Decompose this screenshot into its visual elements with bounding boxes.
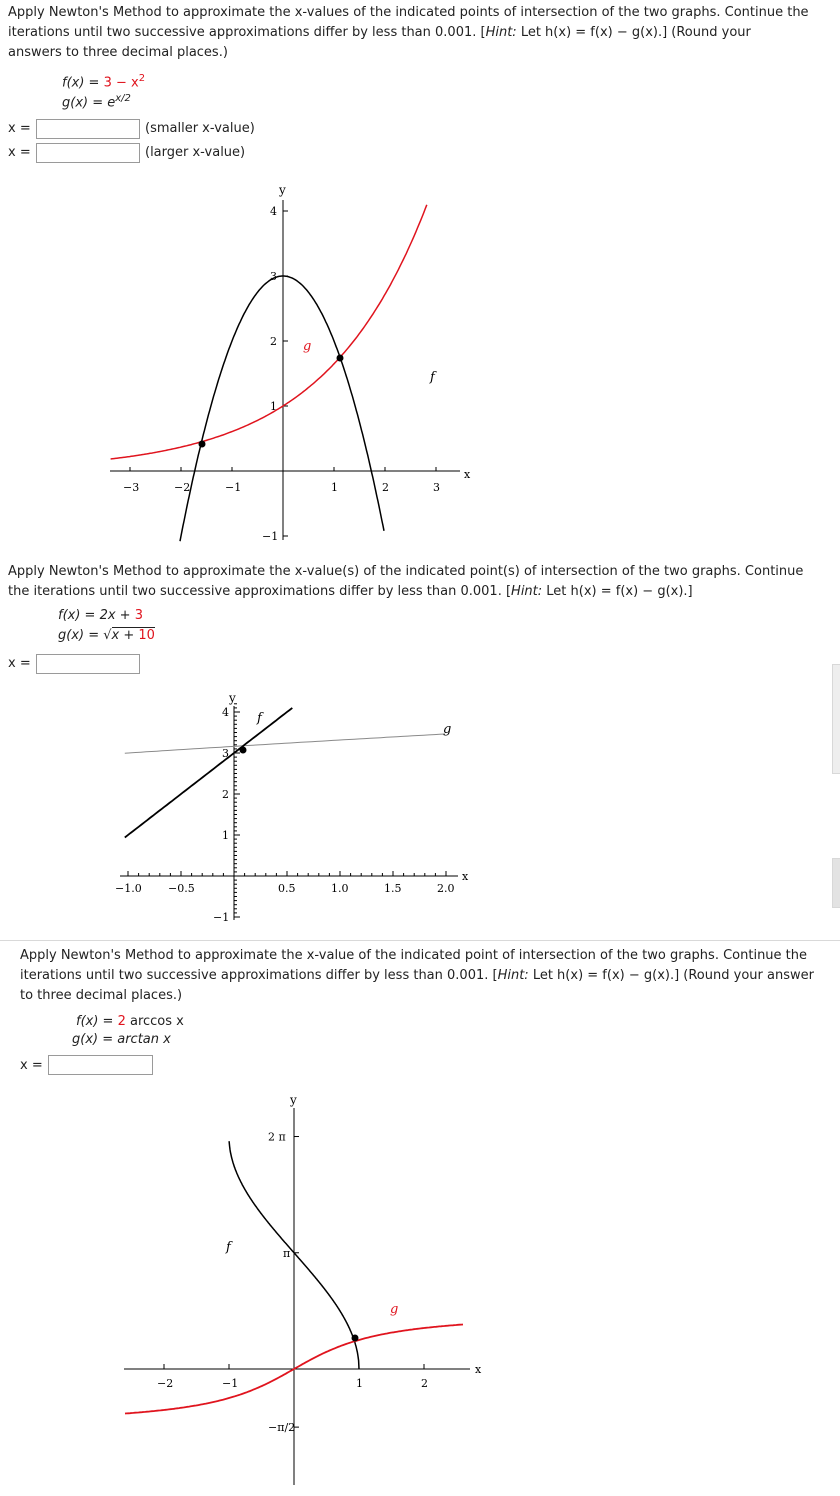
chart1-xtick-label: −3: [123, 481, 140, 494]
p3-f-def: [76, 1012, 184, 1032]
p1-line2a: iterations until two successive approximations differ by less than 0.001. [: [8, 25, 486, 40]
chart1-series-f: [180, 276, 384, 541]
p2-g-lhs: g(x) =: [58, 628, 104, 643]
p3-x-label: x =: [20, 1058, 43, 1073]
p2-instructions: [8, 562, 803, 602]
p2-g-red: 10: [138, 628, 155, 643]
chart3-ytick-label: 2 π: [268, 1130, 286, 1144]
chart3-axes: [124, 1093, 482, 1485]
p2-line2b: Let h(x) = f(x) − g(x).]: [542, 584, 693, 599]
chart3: [124, 1093, 482, 1485]
chart2-label-f: f: [257, 711, 262, 726]
p1-f-lhs: f(x) =: [62, 75, 104, 91]
p2-f-def: [58, 606, 143, 626]
chart1-ytick-label: 2: [270, 335, 277, 348]
chart1-x-label: x: [464, 468, 471, 481]
chart1-ytick-label: 4: [270, 205, 277, 218]
p1-g-sup: x/2: [115, 93, 131, 104]
p2-line2a: the iterations until two successive approximations differ by less than 0.001. [: [8, 584, 512, 599]
p2-f-lhs: f(x) = 2x +: [58, 608, 135, 623]
p3-line1: Apply Newton's Method to approximate the x-value of the indicated point of intersection of the two graphs. Continue the: [20, 948, 808, 963]
chart2-xtick-label: −1.0: [115, 882, 142, 895]
p2-g-radicand: [112, 627, 155, 643]
chart1-xtick-label: 1: [331, 481, 338, 494]
chart2-xtick-label: 1.5: [384, 882, 402, 895]
chart2-ytick-label: 2: [222, 788, 229, 801]
chart3-xtick-label: −1: [222, 1377, 239, 1390]
p1-f-rhs: 3 − x: [103, 75, 139, 91]
chart1-label-f: f: [430, 370, 435, 385]
chart3-xtick-label: 1: [356, 1377, 363, 1390]
chart3-ytick-label: π: [283, 1246, 291, 1260]
chart3-point: [352, 1335, 359, 1342]
p1-smaller-note: (smaller x-value): [145, 121, 255, 136]
p1-line2b: Let h(x) = f(x) − g(x).] (Round your: [516, 25, 751, 40]
chart3-label-g: g: [390, 1302, 399, 1317]
chart1-point-right: [337, 355, 344, 362]
p1-larger-note: (larger x-value): [145, 145, 246, 160]
chart2-ytick-label: 4: [222, 706, 229, 719]
p2-g-root: x +: [111, 628, 139, 643]
chart3-xtick-label: −2: [157, 1377, 174, 1390]
chart1-label-g: g: [303, 339, 312, 354]
chart3-ticks: [157, 1131, 428, 1435]
p2-x-input[interactable]: [36, 654, 140, 674]
chart2-xtick-label: 1.0: [331, 882, 349, 895]
chart2-xtick-label: 2.0: [437, 882, 455, 895]
p1-x-label-2: x =: [8, 145, 31, 160]
chart1-ytick-label: 3: [270, 270, 277, 283]
chart2-ytick-label: 3: [222, 747, 229, 760]
p3-line3: to three decimal places.): [20, 988, 183, 1003]
p3-g-def: g(x) = arctan x: [72, 1032, 171, 1047]
chart3-x-label: x: [475, 1363, 482, 1376]
chart3-xtick-label: 2: [421, 1377, 428, 1390]
chart1: [110, 183, 471, 543]
p1-g-lhs: g(x) = e: [62, 95, 116, 111]
chart1-series-g: [111, 205, 427, 459]
chart1-xtick-label: 3: [433, 481, 440, 494]
p3-line2: [20, 966, 814, 986]
sqrt-icon: √: [103, 628, 112, 643]
p2-hint: Hint:: [511, 584, 543, 599]
p2-line2: [8, 582, 803, 602]
chart2-xtick-label: 0.5: [278, 882, 296, 895]
chart3-label-f: f: [226, 1240, 231, 1255]
p1-hint: Hint:: [485, 25, 517, 40]
chart1-ytick-label: −1: [262, 530, 279, 543]
p3-line2a: iterations until two successive approximations differ by less than 0.001. [: [20, 968, 498, 983]
chart1-axes: [110, 183, 471, 543]
p3-line2b: Let h(x) = f(x) − g(x).] (Round your answer: [528, 968, 814, 983]
p1-line1: Apply Newton's Method to approximate the x-values of the indicated points of intersection of the two graphs. Continue the: [8, 5, 809, 20]
chart1-xtick-label: −1: [225, 481, 242, 494]
p2-f-red: 3: [134, 608, 143, 623]
p3-instructions: [20, 946, 814, 1006]
chart1-xtick-label: 2: [382, 481, 389, 494]
p3-f-rest: arccos x: [125, 1014, 184, 1029]
chart2-xtick-label: −0.5: [168, 882, 195, 895]
chart2-ytick-label: −1: [213, 911, 230, 924]
scrollbar-track[interactable]: [832, 664, 840, 774]
scrollbar-thumb[interactable]: [832, 858, 840, 908]
p1-line3: answers to three decimal places.): [8, 45, 228, 60]
chart2-label-g: g: [443, 722, 452, 737]
p3-f-red: 2: [117, 1014, 126, 1029]
p3-hint: Hint:: [497, 968, 529, 983]
chart3-ytick-label: −π/2: [268, 1421, 296, 1435]
chart1-xtick-label: −2: [174, 481, 191, 494]
p2-x-label: x =: [8, 656, 31, 671]
chart1-ticks: [123, 205, 440, 543]
section-divider: [0, 940, 840, 941]
chart2-ytick-label: 1: [222, 829, 229, 842]
chart1-y-label: y: [279, 183, 286, 197]
chart2-series-f: [125, 708, 292, 838]
chart2: [115, 691, 469, 924]
chart2-y-label: y: [229, 691, 236, 705]
p2-g-def: [58, 626, 155, 646]
chart2-series-g: [125, 734, 445, 753]
p3-x-input[interactable]: [48, 1055, 153, 1075]
chart2-x-label: x: [462, 870, 469, 883]
chart1-point-left: [199, 441, 206, 448]
p2-line1: Apply Newton's Method to approximate the x-value(s) of the indicated point(s) of intersection of the two graphs. Continue: [8, 564, 804, 579]
chart3-y-label: y: [290, 1093, 297, 1107]
chart1-ytick-label: 1: [270, 400, 277, 413]
chart2-axes: [115, 691, 469, 924]
chart2-point: [240, 747, 247, 754]
p1-f-sup: 2: [138, 73, 146, 84]
chart2-ticks: [115, 704, 455, 924]
p1-x-label-1: x =: [8, 121, 31, 136]
p3-f-lhs: f(x) =: [76, 1014, 118, 1029]
